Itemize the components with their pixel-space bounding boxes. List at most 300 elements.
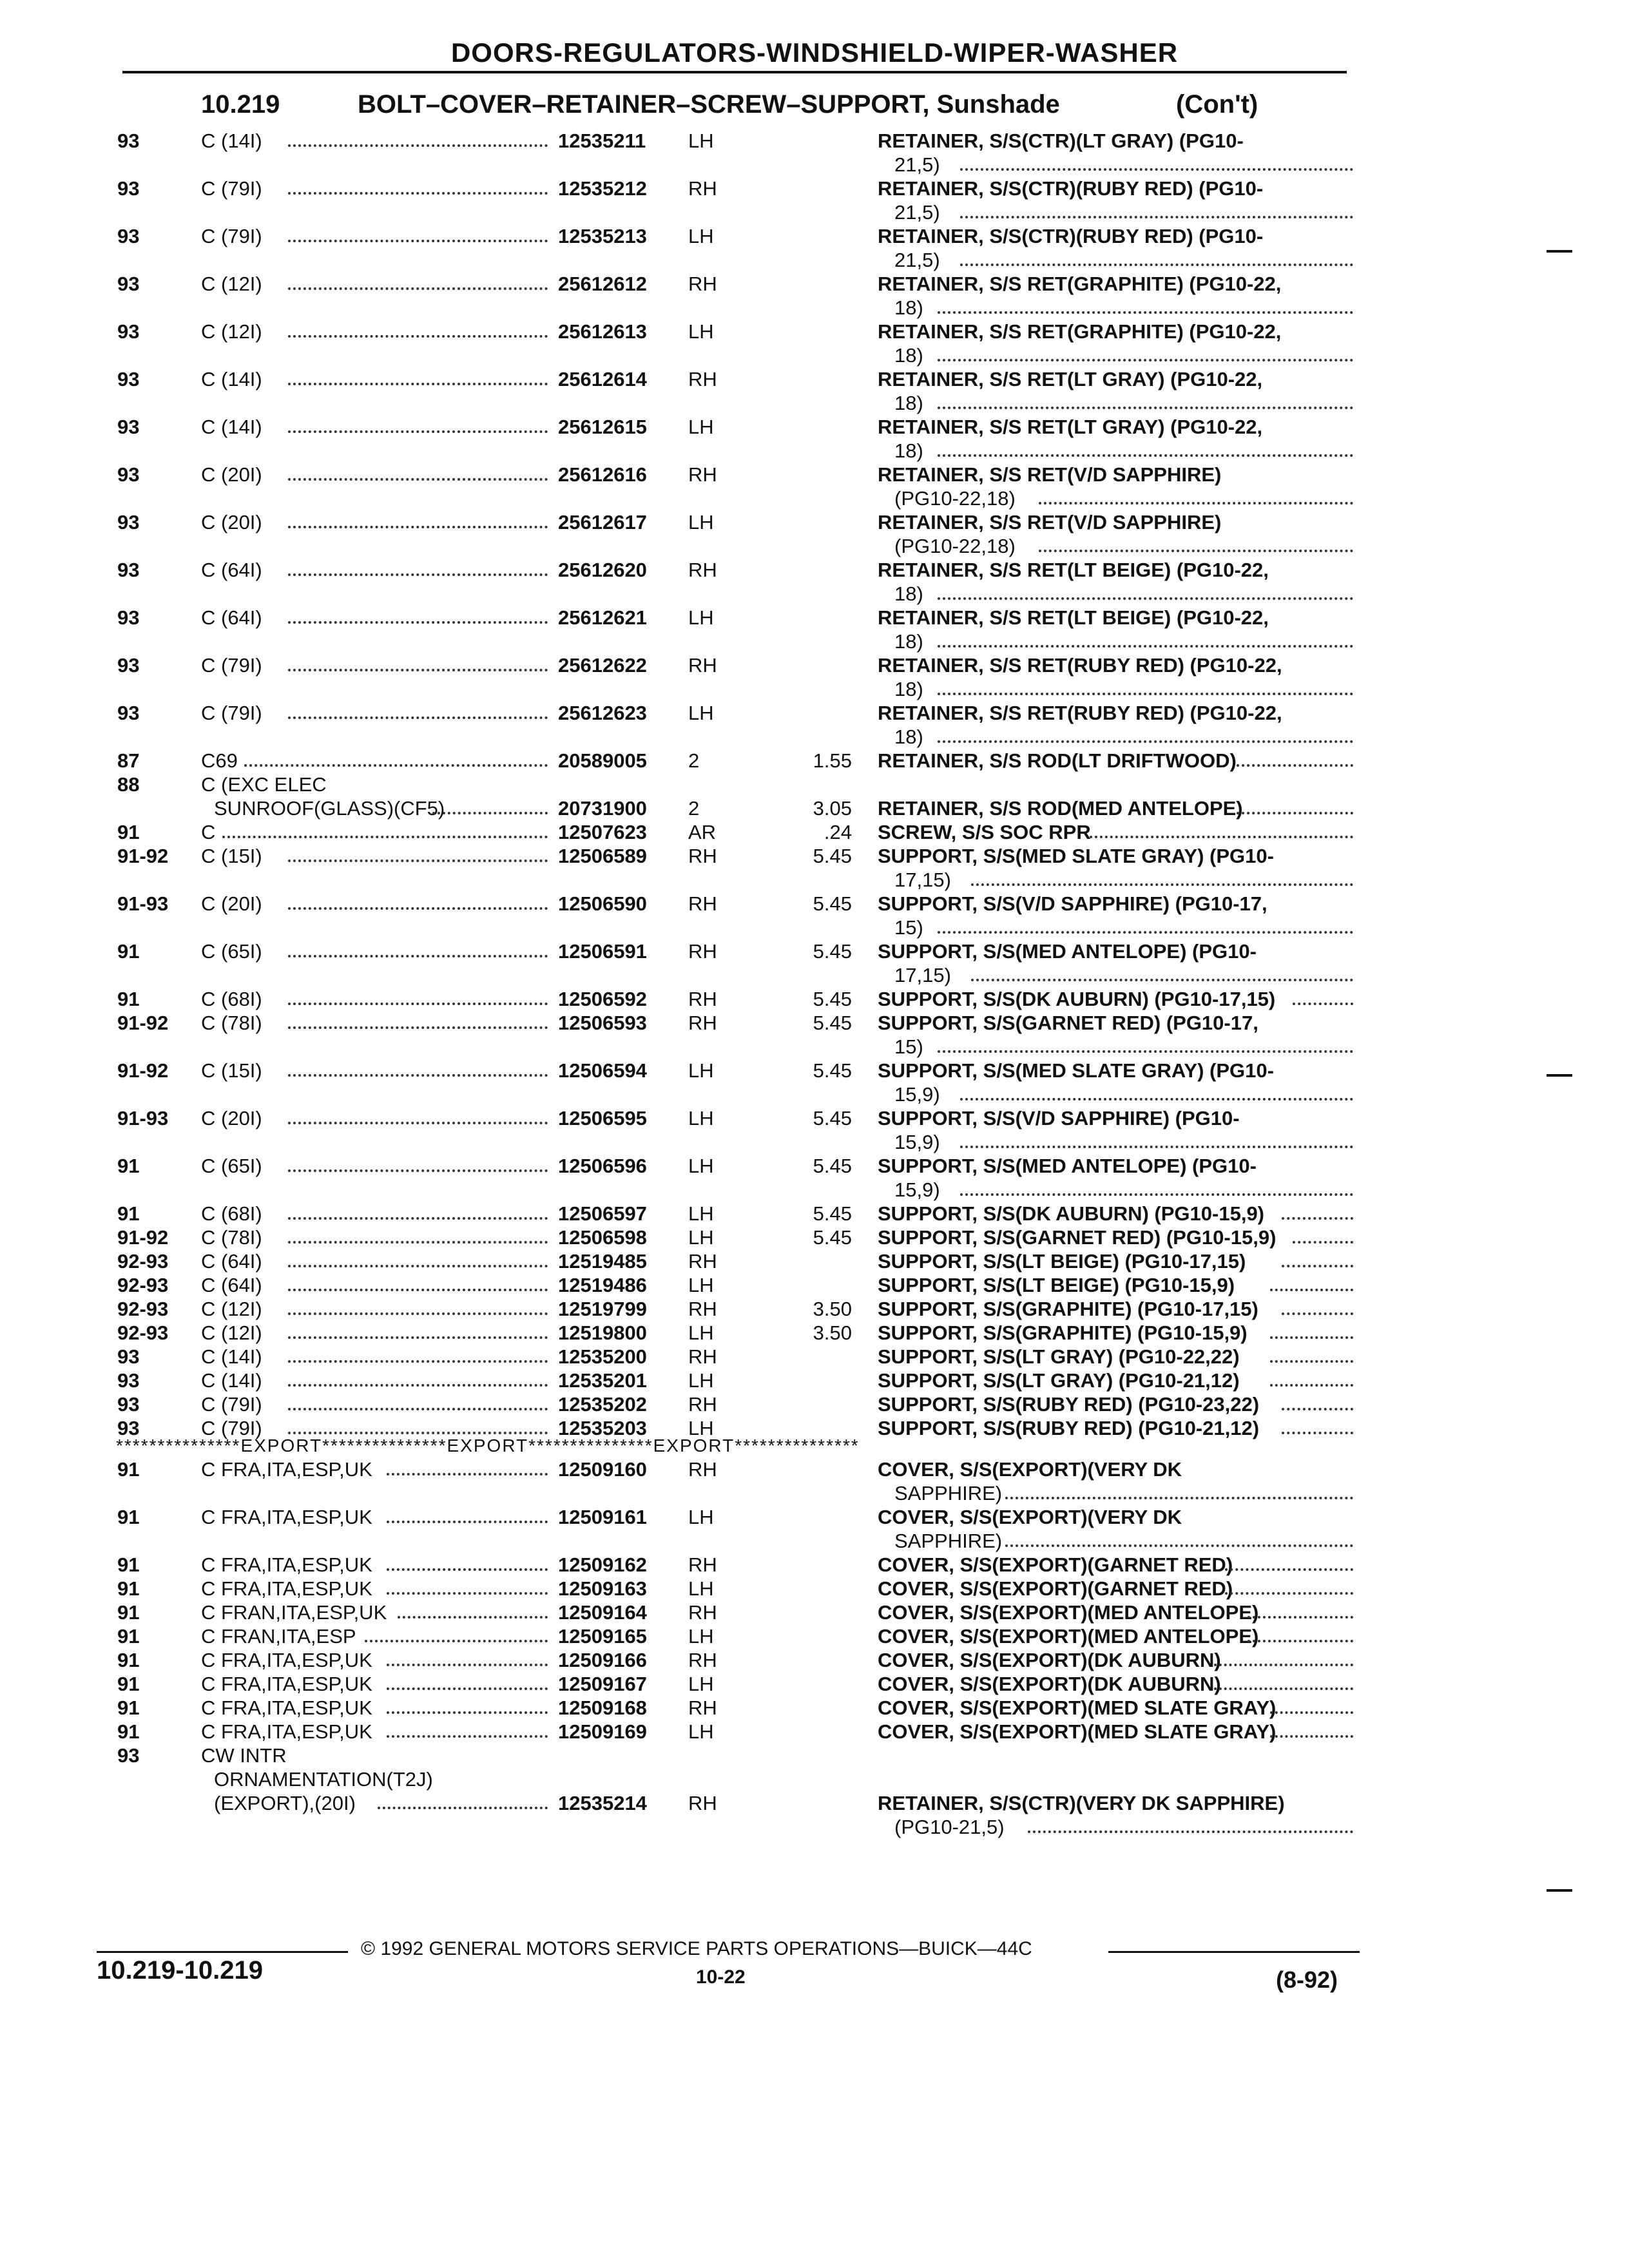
row-price: 5.45 xyxy=(813,940,852,963)
leader-dots xyxy=(387,1648,548,1666)
row-key: 91-92 xyxy=(117,1226,169,1249)
row-description: COVER, S/S(EXPORT)(VERY DK xyxy=(878,1506,1182,1528)
leader-dots xyxy=(938,343,1354,361)
row-description: SUPPORT, S/S(GARNET RED) (PG10-15,9) xyxy=(878,1226,1277,1249)
margin-mark xyxy=(1547,1074,1572,1077)
row-description: RETAINER, S/S RET(RUBY RED) (PG10-22, xyxy=(878,654,1282,677)
row-description-cont: SAPPHIRE) xyxy=(894,1482,1003,1504)
row-quantity: LH xyxy=(688,130,714,152)
leader-dots xyxy=(960,153,1354,171)
leader-dots xyxy=(1039,486,1353,505)
row-part-number: 12509168 xyxy=(558,1696,647,1719)
leader-dots xyxy=(288,1106,548,1124)
row-price: 5.45 xyxy=(813,845,852,867)
row-part-number: 12506598 xyxy=(558,1226,647,1249)
row-description: SUPPORT, S/S(MED SLATE GRAY) (PG10- xyxy=(878,1059,1274,1082)
section-continued: (Con't) xyxy=(1176,90,1258,119)
row-description: SUPPORT, S/S(LT GRAY) (PG10-21,12) xyxy=(878,1369,1240,1392)
row-usage: C (79I) xyxy=(201,654,262,677)
row-key: 93 xyxy=(117,559,140,581)
row-usage: C FRAN,ITA,ESP xyxy=(201,1625,356,1648)
row-description-cont: 18) xyxy=(894,630,923,653)
table-row xyxy=(0,1202,1629,1225)
row-key: 93 xyxy=(117,1345,140,1368)
leader-dots xyxy=(1005,1529,1354,1547)
leader-dots xyxy=(1225,1553,1353,1571)
row-part-number: 12535203 xyxy=(558,1417,647,1439)
leader-dots xyxy=(288,1345,548,1363)
row-part-number: 20731900 xyxy=(558,797,647,820)
row-quantity: LH xyxy=(688,416,714,438)
leader-dots xyxy=(1282,1392,1354,1410)
row-key: 91 xyxy=(117,1202,140,1225)
leader-dots xyxy=(288,844,548,862)
row-description-cont: 15,9) xyxy=(894,1083,940,1106)
row-key: 93 xyxy=(117,463,140,486)
row-key: 91-93 xyxy=(117,892,169,915)
row-description-cont: 15) xyxy=(894,916,923,939)
row-key: 91 xyxy=(117,1720,140,1743)
row-part-number: 12535202 xyxy=(558,1393,647,1416)
row-description-cont: 17,15) xyxy=(894,869,951,891)
row-quantity: LH xyxy=(688,1369,714,1392)
row-quantity: RH xyxy=(688,1012,717,1034)
leader-dots xyxy=(288,367,548,385)
leader-dots xyxy=(288,892,548,910)
row-usage: C (79I) xyxy=(201,177,262,200)
leader-dots xyxy=(971,963,1353,981)
row-key: 93 xyxy=(117,606,140,629)
row-description-cont: 18) xyxy=(894,344,923,367)
leader-dots xyxy=(288,1416,548,1434)
row-part-number: 12519799 xyxy=(558,1298,647,1320)
row-usage: CW INTR xyxy=(201,1744,287,1767)
row-part-number: 25612612 xyxy=(558,273,647,295)
row-part-number: 12509162 xyxy=(558,1553,647,1576)
leader-dots xyxy=(938,296,1354,314)
leader-dots xyxy=(1282,1416,1354,1434)
row-part-number: 12506596 xyxy=(558,1155,647,1177)
row-key: 92-93 xyxy=(117,1298,169,1320)
leader-dots xyxy=(365,1624,548,1642)
table-row xyxy=(0,939,1629,987)
row-quantity: LH xyxy=(688,1417,714,1439)
table-row xyxy=(0,1106,1629,1154)
row-price: 5.45 xyxy=(813,1226,852,1249)
row-description: COVER, S/S(EXPORT)(DK AUBURN) xyxy=(878,1649,1221,1671)
leader-dots xyxy=(288,1225,548,1244)
row-part-number: 12506591 xyxy=(558,940,647,963)
row-usage: C FRA,ITA,ESP,UK xyxy=(201,1720,372,1743)
footer-rule-left xyxy=(97,1951,348,1953)
row-part-number: 25612621 xyxy=(558,606,647,629)
row-key: 92-93 xyxy=(117,1274,169,1296)
row-part-number: 12509169 xyxy=(558,1720,647,1743)
row-description: SUPPORT, S/S(V/D SAPPHIRE) (PG10-17, xyxy=(878,892,1268,915)
row-description-cont: 17,15) xyxy=(894,964,951,986)
row-key: 93 xyxy=(117,177,140,200)
row-description: COVER, S/S(EXPORT)(GARNET RED) xyxy=(878,1577,1233,1600)
leader-dots xyxy=(938,1035,1354,1053)
row-quantity: RH xyxy=(688,1601,717,1624)
row-description-cont: 21,5) xyxy=(894,201,940,224)
row-price: 3.05 xyxy=(813,797,852,820)
row-usage: C (65I) xyxy=(201,940,262,963)
row-part-number: 12509160 xyxy=(558,1458,647,1481)
row-description: COVER, S/S(EXPORT)(MED SLATE GRAY) xyxy=(878,1720,1277,1743)
row-description: RETAINER, S/S RET(LT GRAY) (PG10-22, xyxy=(878,416,1263,438)
row-description-cont: 15,9) xyxy=(894,1131,940,1153)
row-description: RETAINER, S/S RET(V/D SAPPHIRE) xyxy=(878,463,1222,486)
leader-dots xyxy=(1237,749,1354,767)
row-quantity: RH xyxy=(688,1393,717,1416)
row-price: 5.45 xyxy=(813,988,852,1010)
leader-dots xyxy=(387,1577,548,1595)
table-row xyxy=(0,1648,1629,1672)
row-key: 93 xyxy=(117,225,140,247)
table-row xyxy=(0,606,1629,653)
row-quantity: RH xyxy=(688,273,717,295)
row-key: 91 xyxy=(117,821,140,843)
row-description: SUPPORT, S/S(GARNET RED) (PG10-17, xyxy=(878,1012,1258,1034)
row-description: SUPPORT, S/S(LT GRAY) (PG10-22,22) xyxy=(878,1345,1240,1368)
table-row xyxy=(0,1600,1629,1624)
row-quantity: RH xyxy=(688,1250,717,1273)
table-row xyxy=(0,320,1629,367)
leader-dots xyxy=(1225,1577,1353,1595)
table-row xyxy=(0,1225,1629,1249)
row-description-cont: 15) xyxy=(894,1035,923,1058)
table-row xyxy=(0,367,1629,415)
row-key: 91 xyxy=(117,1601,140,1624)
row-key: 93 xyxy=(117,273,140,295)
row-usage: C (64I) xyxy=(201,1274,262,1296)
row-quantity: RH xyxy=(688,1298,717,1320)
row-description: RETAINER, S/S ROD(MED ANTELOPE) xyxy=(878,797,1243,820)
row-quantity: RH xyxy=(688,1792,717,1814)
row-description: SUPPORT, S/S(V/D SAPPHIRE) (PG10- xyxy=(878,1107,1240,1129)
leader-dots xyxy=(1248,1624,1353,1642)
row-part-number: 12519800 xyxy=(558,1321,647,1344)
leader-dots xyxy=(288,987,548,1005)
leader-dots xyxy=(960,200,1354,218)
leader-dots xyxy=(938,916,1354,934)
leader-dots xyxy=(1293,1225,1353,1244)
leader-dots xyxy=(1293,987,1353,1005)
row-description: SCREW, S/S SOC RPR xyxy=(878,821,1091,843)
row-description-cont: SAPPHIRE) xyxy=(894,1530,1003,1552)
row-usage: C (65I) xyxy=(201,1155,262,1177)
row-part-number: 25612620 xyxy=(558,559,647,581)
row-quantity: RH xyxy=(688,988,717,1010)
leader-dots xyxy=(960,1082,1354,1100)
row-quantity: RH xyxy=(688,940,717,963)
row-usage: C FRA,ITA,ESP,UK xyxy=(201,1649,372,1671)
footer-date: (8-92) xyxy=(1276,1966,1338,1993)
row-description: RETAINER, S/S RET(LT BEIGE) (PG10-22, xyxy=(878,559,1269,581)
row-description: SUPPORT, S/S(MED ANTELOPE) (PG10- xyxy=(878,1155,1257,1177)
table-row xyxy=(0,1624,1629,1648)
table-row xyxy=(0,1154,1629,1202)
row-usage: C (20I) xyxy=(201,463,262,486)
row-price: 5.45 xyxy=(813,1155,852,1177)
leader-dots xyxy=(288,558,548,576)
leader-dots xyxy=(288,510,548,528)
leader-dots xyxy=(288,177,548,195)
row-price: 5.45 xyxy=(813,1012,852,1034)
leader-dots xyxy=(398,1600,548,1619)
row-quantity: 2 xyxy=(688,749,700,772)
leader-dots xyxy=(288,463,548,481)
row-usage: C (68I) xyxy=(201,988,262,1010)
row-part-number: 25612622 xyxy=(558,654,647,677)
leader-dots xyxy=(1270,1720,1353,1738)
row-quantity: RH xyxy=(688,559,717,581)
row-usage-cont: SUNROOF(GLASS)(CF5) xyxy=(214,797,445,820)
leader-dots xyxy=(1028,1815,1354,1833)
row-part-number: 25612623 xyxy=(558,702,647,724)
row-quantity: LH xyxy=(688,320,714,343)
row-price: 5.45 xyxy=(813,1202,852,1225)
row-quantity: RH xyxy=(688,1345,717,1368)
leader-dots xyxy=(288,224,548,242)
row-usage: C (78I) xyxy=(201,1012,262,1034)
table-row xyxy=(0,773,1629,820)
table-row xyxy=(0,987,1629,1011)
table-row xyxy=(0,1392,1629,1416)
table-row xyxy=(0,892,1629,939)
table-row xyxy=(0,1720,1629,1744)
row-price: 3.50 xyxy=(813,1321,852,1344)
leader-dots xyxy=(1282,1202,1354,1220)
leader-dots xyxy=(1270,1273,1353,1291)
margin-mark xyxy=(1547,250,1572,253)
row-quantity: LH xyxy=(688,606,714,629)
row-description: RETAINER, S/S RET(V/D SAPPHIRE) xyxy=(878,511,1222,533)
row-description: SUPPORT, S/S(RUBY RED) (PG10-23,22) xyxy=(878,1393,1260,1416)
row-key: 93 xyxy=(117,1417,140,1439)
row-key: 91 xyxy=(117,1553,140,1576)
row-part-number: 12509166 xyxy=(558,1649,647,1671)
leader-dots xyxy=(288,939,548,957)
row-description: SUPPORT, S/S(MED SLATE GRAY) (PG10- xyxy=(878,845,1274,867)
row-description-cont: 18) xyxy=(894,296,923,319)
row-usage: C (14I) xyxy=(201,130,262,152)
leader-dots xyxy=(971,868,1353,886)
row-description: COVER, S/S(EXPORT)(GARNET RED) xyxy=(878,1553,1233,1576)
row-description: COVER, S/S(EXPORT)(MED ANTELOPE) xyxy=(878,1601,1259,1624)
table-row xyxy=(0,1696,1629,1720)
row-quantity: LH xyxy=(688,1155,714,1177)
row-usage: C (79I) xyxy=(201,702,262,724)
row-quantity: LH xyxy=(688,1059,714,1082)
table-row xyxy=(0,653,1629,701)
row-key: 91-93 xyxy=(117,1107,169,1129)
row-usage-cont: ORNAMENTATION(T2J) xyxy=(214,1768,433,1791)
row-description: RETAINER, S/S RET(GRAPHITE) (PG10-22, xyxy=(878,320,1282,343)
row-quantity: RH xyxy=(688,1458,717,1481)
row-price: 1.55 xyxy=(813,749,852,772)
leader-dots xyxy=(960,1178,1354,1196)
row-quantity: LH xyxy=(688,1202,714,1225)
row-usage: C (79I) xyxy=(201,225,262,247)
table-row xyxy=(0,177,1629,224)
table-row xyxy=(0,1297,1629,1321)
row-price: 5.45 xyxy=(813,1107,852,1129)
footer-copyright: © 1992 GENERAL MOTORS SERVICE PARTS OPERATIONS—BUICK—44C xyxy=(361,1938,1032,1959)
row-quantity: RH xyxy=(688,1649,717,1671)
leader-dots xyxy=(938,629,1354,648)
row-key: 93 xyxy=(117,1369,140,1392)
row-description-cont: 21,5) xyxy=(894,249,940,271)
table-row xyxy=(0,1553,1629,1577)
table-row xyxy=(0,129,1629,177)
row-quantity: RH xyxy=(688,177,717,200)
table-row xyxy=(0,701,1629,749)
leader-dots xyxy=(1039,534,1353,552)
row-description-cont: (PG10-21,5) xyxy=(894,1816,1005,1838)
row-part-number: 12506595 xyxy=(558,1107,647,1129)
row-quantity: LH xyxy=(688,1226,714,1249)
row-part-number: 12535200 xyxy=(558,1345,647,1368)
leader-dots xyxy=(1282,1249,1354,1267)
row-description: COVER, S/S(EXPORT)(MED ANTELOPE) xyxy=(878,1625,1259,1648)
table-row xyxy=(0,1672,1629,1696)
row-usage: C (12I) xyxy=(201,273,262,295)
row-key: 87 xyxy=(117,749,140,772)
row-quantity: LH xyxy=(688,1321,714,1344)
leader-dots xyxy=(1248,1600,1353,1619)
row-description: SUPPORT, S/S(LT BEIGE) (PG10-17,15) xyxy=(878,1250,1246,1273)
leader-dots xyxy=(288,701,548,719)
row-key: 91-92 xyxy=(117,1012,169,1034)
table-row xyxy=(0,558,1629,606)
table-row xyxy=(0,224,1629,272)
row-quantity: LH xyxy=(688,1720,714,1743)
leader-dots xyxy=(288,606,548,624)
row-usage: C (12I) xyxy=(201,1321,262,1344)
page-header-title: DOORS-REGULATORS-WINDSHIELD-WIPER-WASHER xyxy=(450,37,1179,68)
row-usage: C FRA,ITA,ESP,UK xyxy=(201,1506,372,1528)
row-description-cont: (PG10-22,18) xyxy=(894,487,1016,510)
row-quantity: RH xyxy=(688,892,717,915)
leader-dots xyxy=(387,1720,548,1738)
row-usage: C (64I) xyxy=(201,1250,262,1273)
leader-dots xyxy=(938,725,1354,743)
row-usage: C (78I) xyxy=(201,1226,262,1249)
row-price: 5.45 xyxy=(813,1059,852,1082)
row-part-number: 12507623 xyxy=(558,821,647,843)
row-description: COVER, S/S(EXPORT)(DK AUBURN) xyxy=(878,1673,1221,1695)
row-usage: C FRA,ITA,ESP,UK xyxy=(201,1458,372,1481)
row-part-number: 12535212 xyxy=(558,177,647,200)
row-quantity: RH xyxy=(688,845,717,867)
row-usage: C (20I) xyxy=(201,1107,262,1129)
row-quantity: 2 xyxy=(688,797,700,820)
row-key: 92-93 xyxy=(117,1321,169,1344)
leader-dots xyxy=(288,1369,548,1387)
table-row xyxy=(0,463,1629,510)
row-description-cont: 18) xyxy=(894,582,923,605)
row-key: 93 xyxy=(117,1393,140,1416)
row-description-cont: 18) xyxy=(894,392,923,414)
leader-dots xyxy=(288,272,548,290)
table-row xyxy=(0,749,1629,773)
footer-page-number: 10-22 xyxy=(696,1966,746,1988)
row-quantity: LH xyxy=(688,702,714,724)
leader-dots xyxy=(938,439,1354,457)
row-part-number: 12506597 xyxy=(558,1202,647,1225)
row-part-number: 12535213 xyxy=(558,225,647,247)
row-description: SUPPORT, S/S(DK AUBURN) (PG10-17,15) xyxy=(878,988,1276,1010)
row-key: 93 xyxy=(117,511,140,533)
export-banner: ***************EXPORT***************EXPORT***************EXPORT*************** xyxy=(116,1436,860,1456)
row-part-number: 25612617 xyxy=(558,511,647,533)
row-part-number: 12535201 xyxy=(558,1369,647,1392)
row-usage: C (64I) xyxy=(201,606,262,629)
table-row xyxy=(0,820,1629,844)
row-part-number: 25612615 xyxy=(558,416,647,438)
row-usage: C (EXC ELEC xyxy=(201,773,327,796)
row-usage: C (12I) xyxy=(201,320,262,343)
row-quantity: LH xyxy=(688,1625,714,1648)
leader-dots xyxy=(387,1505,548,1523)
row-description-cont: (PG10-22,18) xyxy=(894,535,1016,557)
row-part-number: 12509164 xyxy=(558,1601,647,1624)
row-usage: C (68I) xyxy=(201,1202,262,1225)
row-key: 91 xyxy=(117,1673,140,1695)
leader-dots xyxy=(1090,820,1353,838)
row-part-number: 12519485 xyxy=(558,1250,647,1273)
row-description: RETAINER, S/S(CTR)(RUBY RED) (PG10- xyxy=(878,225,1264,247)
row-key: 93 xyxy=(117,1744,140,1767)
table-row xyxy=(0,1369,1629,1392)
row-usage: C FRA,ITA,ESP,UK xyxy=(201,1553,372,1576)
row-part-number: 12509165 xyxy=(558,1625,647,1648)
table-row xyxy=(0,1059,1629,1106)
leader-dots xyxy=(288,1273,548,1291)
leader-dots xyxy=(1214,1648,1354,1666)
row-key: 91 xyxy=(117,1625,140,1648)
table-row xyxy=(0,272,1629,320)
leader-dots xyxy=(938,391,1354,409)
leader-dots xyxy=(288,1059,548,1077)
leader-dots xyxy=(1005,1481,1354,1499)
leader-dots xyxy=(288,1011,548,1029)
row-usage: C (14I) xyxy=(201,1345,262,1368)
row-description-cont: 18) xyxy=(894,439,923,462)
row-description: RETAINER, S/S(CTR)(LT GRAY) (PG10- xyxy=(878,130,1244,152)
leader-dots xyxy=(288,1297,548,1315)
row-quantity: RH xyxy=(688,368,717,390)
leader-dots xyxy=(387,1696,548,1714)
row-key: 91 xyxy=(117,1696,140,1719)
leader-dots xyxy=(1270,1345,1353,1363)
row-part-number: 12509167 xyxy=(558,1673,647,1695)
row-quantity: RH xyxy=(688,1553,717,1576)
row-description: SUPPORT, S/S(GRAPHITE) (PG10-17,15) xyxy=(878,1298,1258,1320)
row-key: 91 xyxy=(117,1155,140,1177)
section-code: 10.219 xyxy=(201,90,280,119)
leader-dots xyxy=(1214,1672,1354,1690)
row-price: .24 xyxy=(824,821,852,843)
row-description: SUPPORT, S/S(DK AUBURN) (PG10-15,9) xyxy=(878,1202,1265,1225)
leader-dots xyxy=(1270,1696,1353,1714)
row-description: SUPPORT, S/S(RUBY RED) (PG10-21,12) xyxy=(878,1417,1260,1439)
row-usage: C (14I) xyxy=(201,1369,262,1392)
leader-dots xyxy=(288,1392,548,1410)
row-price: 3.50 xyxy=(813,1298,852,1320)
